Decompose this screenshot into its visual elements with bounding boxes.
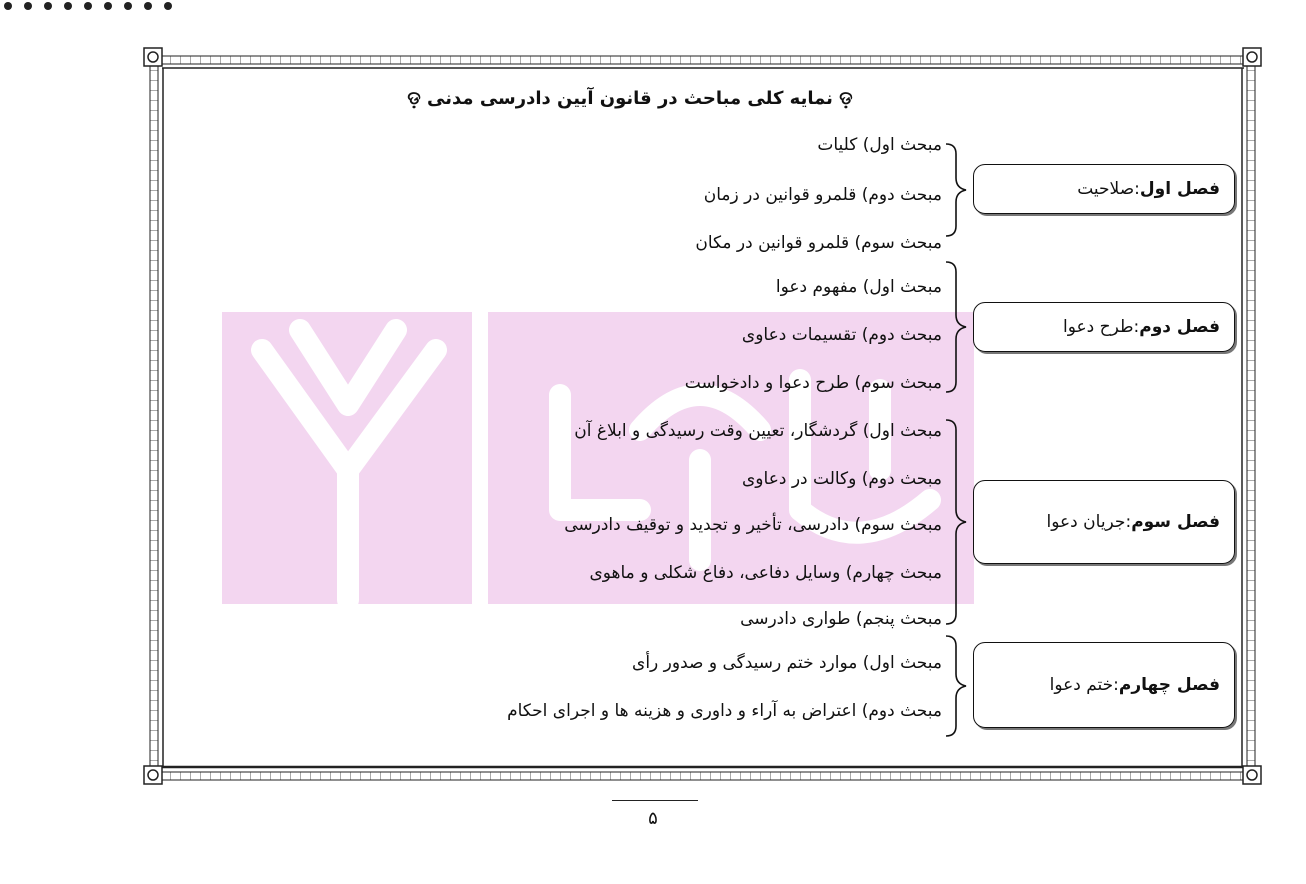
topic-item: مبحث اول) مفهوم دعوا bbox=[775, 277, 942, 297]
page-heading bbox=[230, 84, 1030, 114]
chapter-separator: : bbox=[1113, 675, 1119, 695]
topic-item: مبحث پنجم) طواری دادرسی bbox=[740, 609, 942, 629]
chapter-box-4 bbox=[973, 642, 1235, 728]
topic-item: مبحث دوم) اعتراض به آراء و داوری و هزینه ها و اجرای احکام bbox=[507, 701, 942, 721]
topic-item: مبحث اول) کلیات bbox=[817, 135, 942, 155]
chapter-box-2 bbox=[973, 302, 1235, 352]
topic-item: مبحث اول) گردشگار، تعیین وقت رسیدگی و ابلاغ آن bbox=[574, 421, 942, 441]
chapter-name: فصل اول bbox=[1139, 179, 1220, 199]
topic-item: مبحث سوم) طرح دعوا و دادخواست bbox=[684, 373, 942, 393]
topic-item: مبحث سوم) قلمرو قوانین در مکان bbox=[695, 233, 942, 253]
chapter-subject: ختم دعوا bbox=[1049, 675, 1114, 695]
chapter-box-1 bbox=[973, 164, 1235, 214]
chapter-separator: : bbox=[1134, 179, 1140, 199]
chapter-separator: : bbox=[1133, 317, 1140, 337]
topic-item: مبحث اول) موارد ختم رسیدگی و صدور رأی bbox=[632, 653, 942, 673]
chapter-subject: طرح دعوا bbox=[1063, 317, 1134, 337]
topic-item: مبحث چهارم) وسایل دفاعی، دفاع شکلی و ماهوی bbox=[589, 563, 942, 583]
chapter-box-3 bbox=[973, 480, 1235, 564]
chapter-name: فصل سوم bbox=[1131, 512, 1220, 532]
page-number: ۵ bbox=[648, 808, 658, 829]
heading-title: نمایه کلی مباحث در قانون آیین دادرسی مدنی bbox=[427, 88, 833, 109]
chapter-subject: صلاحیت bbox=[1077, 179, 1135, 199]
chapter-separator: : bbox=[1125, 512, 1132, 532]
topic-item: مبحث سوم) دادرسی، تأخیر و تجدید و توقیف دادرسی bbox=[564, 515, 942, 535]
chapter-subject: جریان دعوا bbox=[1046, 512, 1126, 532]
chapter-name: فصل چهارم bbox=[1118, 675, 1220, 695]
heading-ornament-right: ଡ଼ bbox=[839, 88, 853, 109]
topic-item: مبحث دوم) وکالت در دعاوی bbox=[742, 469, 942, 489]
page-number-rule bbox=[612, 800, 698, 801]
topic-item: مبحث دوم) تقسیمات دعاوی bbox=[741, 325, 942, 345]
topic-item: مبحث دوم) قلمرو قوانین در زمان bbox=[703, 185, 942, 205]
heading-ornament-left: ଡ଼ bbox=[407, 88, 421, 109]
chapter-name: فصل دوم bbox=[1139, 317, 1220, 337]
